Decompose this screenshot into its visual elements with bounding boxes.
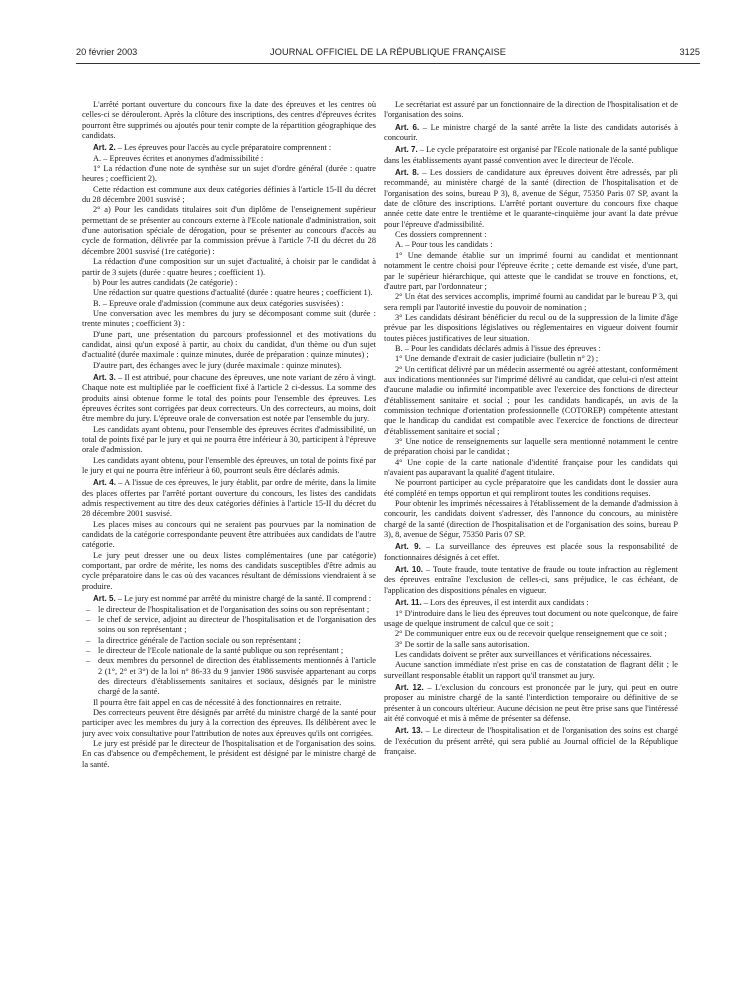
article-label: Art. 5.: [93, 594, 116, 604]
article-4: [82, 478, 376, 519]
article-7: [384, 145, 678, 166]
paragraph: 4° Une copie de la carte nationale d'identité française pour les candidats qui n'avaient pas auparavant la qualité d'agent titulaire.: [384, 457, 678, 478]
paragraph: 2° De communiquer entre eux ou de recevoir quelque renseignement que ce soit ;: [395, 629, 667, 639]
article-label: Art. 10.: [395, 565, 423, 575]
article-label: Art. 2.: [93, 143, 116, 153]
paragraph: Le jury peut dresser une ou deux listes complémentaires (une par catégorie) comportant, par ordre de mérite, les noms des candidats susceptibles d'être admis au cycle préparatoire dans le cas où des vacances résultant de démissions viendraient à se produire.: [82, 550, 376, 591]
paragraph: Les places mises au concours qui ne seraient pas pourvues par la nomination de candidats de la catégorie correspondante peuvent être attribuées aux candidats de l'autre catégorie.: [82, 519, 376, 550]
list-item: – le directeur de l'Ecole nationale de la santé publique ou son représentant ;: [86, 645, 344, 655]
list-item-text: deux membres du personnel de direction des établissements mentionnés à l'article 2 (1°, 2° et 3°) de la loi n° 86-33 du 9 janvier 1986 susvisée appartenant au corps des directeurs d'établissements sanitaires et sociaux, désignés par le ministre chargé de la santé.: [98, 656, 376, 697]
paragraph: 1° D'introduire dans le lieu des épreuves tout document ou note quelconque, de faire usage de quelque instrument de calcul que ce soit ;: [384, 608, 678, 628]
jury-members-list: [82, 605, 376, 698]
list-item: – deux membres du personnel de direction des établissements mentionnés à l'article 2 (1°, 2° et 3°) de la loi n° 86-33 du 9 janvier 1986 susvisée appartenant au corps des directeurs d'établissements sanitaires et sociaux, désignés par le ministre chargé de la santé.: [86, 656, 376, 697]
article-text: – Le ministre chargé de la santé arrête la liste des candidats autorisés à concourir.: [384, 122, 678, 143]
article-13: [384, 726, 678, 757]
paragraph: 2° Un état des services accomplis, imprimé fourni au candidat par le bureau P 3, qui sera rempli par l'autorité investie du pouvoir de nomination ;: [384, 292, 678, 312]
article-10: [384, 565, 678, 596]
header-date: 20 février 2003: [76, 47, 138, 57]
list-item: – le directeur de l'hospitalisation et de l'organisation des soins ou son représentant ;: [86, 604, 370, 614]
article-text: – Les épreuves pour l'accès au cycle préparatoire comprennent :: [115, 143, 332, 153]
paragraph: 2° a) Pour les candidats titulaires soit d'un diplôme de l'enseignement supérieur permettant de se présenter au concours externe à l'Ecole nationale d'administration, soit d'une autorisation spéciale de dérogation, pour se présenter au concours d'accès au cycle de formation, délivrée par la commission prévue à l'article 7-II du décret du 28 décembre 2001 susvisé (1re catégorie) :: [82, 205, 376, 256]
paragraph: Pour obtenir les imprimés nécessaires à l'établissement de la demande d'admission à concourir, les candidats doivent s'adresser, dès l'annonce du concours, au ministère chargé de la santé (direction de l'hospitalisation et de l'organisation des soins, bureau P 3), 8, avenue de Ségur, 75350 Paris 07 SP.: [384, 499, 678, 540]
article-text: – Lors des épreuves, il est interdit aux candidats :: [421, 598, 589, 608]
article-text: – A l'issue de ces épreuves, le jury établit, par ordre de mérite, dans la limite des places offertes par l'arrêté portant ouverture du concours, les listes des candidats admis respectivement au titre des deux catégories définies à l'article 15-II du décret du 28 décembre 2001 susvisé.: [82, 478, 376, 519]
paragraph: A. – Epreuves écrites et anonymes d'admissibilité :: [93, 153, 264, 163]
list-item-text: le chef de service, adjoint au directeur de l'hospitalisation et de l'organisation des soins ou son représentant ;: [98, 614, 376, 635]
list-item: – la directrice générale de l'action sociale ou son représentant ;: [86, 635, 301, 645]
article-11: [384, 598, 678, 608]
page-number: 3125: [679, 47, 700, 57]
paragraph: b) Pour les autres candidats (2e catégorie) :: [93, 277, 238, 287]
article-label: Art. 9.: [395, 542, 421, 552]
article-text: – La surveillance des épreuves est placée sous la responsabilité de fonctionnaires désignés à cet effet.: [384, 542, 678, 562]
paragraph: 3° De sortir de la salle sans autorisation.: [395, 639, 530, 649]
journal-title: JOURNAL OFFICIEL DE LA RÉPUBLIQUE FRANÇAISE: [270, 47, 506, 57]
paragraph: B. – Epreuve orale d'admission (commune aux deux catégories susvisées) :: [93, 298, 344, 308]
paragraph: La rédaction d'une composition sur un sujet d'actualité, à choisir par le candidat à partir de 3 sujets (durée : quatre heures ; coefficient 1).: [82, 257, 376, 277]
article-9: [384, 542, 678, 563]
list-item-text: la directrice générale de l'action sociale ou son représentant ;: [98, 635, 301, 645]
list-item-text: le directeur de l'Ecole nationale de la santé publique ou son représentant ;: [98, 645, 344, 655]
paragraph: Les candidats ayant obtenu, pour l'ensemble des épreuves écrites d'admissibilité, un total de points fixé par le jury et qui ne pourra être inférieur à 30, participent à l'épreuve orale d'admission.: [82, 424, 376, 455]
paragraph: 1° La rédaction d'une note de synthèse sur un sujet d'ordre général (durée : quatre heures ; coefficient 2).: [82, 164, 376, 184]
article-text: – Toute fraude, toute tentative de fraude ou toute infraction au règlement des épreuves entraîne l'exclusion de celles-ci, sans préjudice, le cas échéant, de l'application des dispositions pénales en vigueur.: [384, 565, 678, 595]
paragraph: Ces dossiers comprennent :: [395, 230, 487, 240]
paragraph: Cette rédaction est commune aux deux catégories définies à l'article 15-II du décret du 28 décembre 2001 susvisé ;: [82, 184, 376, 205]
paragraph: D'une part, une présentation du parcours professionnel et des motivations du candidat, ainsi qu'un exposé à partir, au choix du candidat, d'un thème ou d'un sujet d'actualité (durée maximale : quinze minutes, durée de préparation : quinze minutes) ;: [82, 329, 376, 360]
article-label: Art. 13.: [395, 726, 423, 736]
paragraph: Le secrétariat est assuré par un fonctionnaire de la direction de l'hospitalisation et de l'organisation des soins.: [384, 100, 678, 120]
paragraph: Des correcteurs peuvent être désignés par arrêté du ministre chargé de la santé pour participer avec les membres du jury à la correction des épreuves. Ils délibèrent avec le jury avec voix consultative pour l'attribution de notes aux épreuves qu'ils ont corrigées.: [82, 707, 376, 738]
article-text: – Le jury est nommé par arrêté du ministre chargé de la santé. Il comprend :: [115, 594, 372, 604]
article-text: – Le cycle préparatoire est organisé par l'Ecole nationale de la santé publique dans les établissements ayant passé convention avec le directeur de l'école.: [384, 145, 678, 165]
paragraph: Le jury est présidé par le directeur de l'hospitalisation et de l'organisation des soins. En cas d'absence ou d'empêchement, le président est désigné par le ministre chargé de la santé.: [82, 738, 376, 769]
paragraph: 3° Une notice de renseignements sur laquelle sera mentionné notamment le centre de préparation choisi par le candidat ;: [384, 437, 678, 457]
paragraph: 1° Une demande d'extrait de casier judiciaire (bulletin n° 2) ;: [395, 354, 599, 364]
paragraph: Ne pourront participer au cycle préparatoire que les candidats dont le dossier aura été complété en temps opportun et qui rempliront toutes les conditions requises.: [384, 478, 678, 498]
paragraph: Une conversation avec les membres du jury se décomposant comme suit (durée : trente minutes ; coefficient 3) :: [82, 308, 376, 329]
page-header: [76, 47, 700, 61]
paragraph: 3° Les candidats désirant bénéficier du recul ou de la suppression de la limite d'âge prévue par les dispositions législatives ou réglementaires en vigueur doivent fournir toutes pièces justificatives de leur situation.: [384, 312, 678, 343]
paragraph: 2° Un certificat délivré par un médecin assermenté ou agréé attestant, conformément aux indications mentionnées sur l'imprimé délivré au candidat, que celui-ci n'est atteint d'aucune maladie ou infirmité incompatible avec l'exercice des fonctions de directeur d'établissement sanitaire et social ; pour les candidats handicapés, un avis de la commission technique d'orientation professionnelle (COTOREP) compétente attestant que le handicap du candidat est compatible avec l'exercice de fonctions de directeur d'établissement sanitaire et social ;: [384, 364, 678, 436]
paragraph: L'arrêté portant ouverture du concours fixe la date des épreuves et les centres où celles-ci se dérouleront. Après la clôture des inscriptions, des centres d'épreuves écrites pourront être supprimés ou ajoutés pour tenir compte de la répartition géographique des candidats.: [82, 100, 376, 141]
paragraph: Les candidats doivent se prêter aux surveillances et vérifications nécessaires.: [395, 649, 652, 659]
paragraph: 1° Une demande établie sur un imprimé fourni au candidat et mentionnant notamment le centre choisi pour l'épreuve écrite ; cette demande est visée, d'une part, par le supérieur hiérarchique, qui atteste que le candidat se trouve en fonctions, et, d'autre part, par l'ordonnateur ;: [384, 250, 678, 291]
article-3: [82, 373, 376, 425]
paragraph: Une rédaction sur quatre questions d'actualité (durée : quatre heures ; coefficient 1).: [93, 288, 373, 298]
list-item: – le chef de service, adjoint au directeur de l'hospitalisation et de l'organisation des soins ou son représentant ;: [86, 614, 376, 635]
article-2: [82, 143, 376, 153]
paragraph: B. – Pour les candidats déclarés admis à l'issue des épreuves :: [395, 343, 601, 353]
header-rule: [76, 63, 700, 64]
left-column: [82, 100, 376, 980]
list-item-text: le directeur de l'hospitalisation et de l'organisation des soins ou son représentant ;: [98, 604, 370, 614]
article-text: – Le directeur de l'hospitalisation et de l'organisation des soins est chargé de l'exécution du présent arrêté, qui sera publié au Journal officiel de la République française.: [384, 726, 678, 756]
paragraph: Il pourra être fait appel en cas de nécessité à des fonctionnaires en retraite.: [93, 697, 342, 707]
article-label: Art. 3.: [93, 372, 116, 382]
paragraph: D'autre part, des échanges avec le jury (durée maximale : quinze minutes).: [93, 360, 342, 370]
paragraph: Aucune sanction immédiate n'est prise en cas de constatation de flagrant délit ; le surveillant responsable établit un rapport qu'il transmet au jury.: [384, 660, 678, 680]
paragraph: A. – Pour tous les candidats :: [395, 240, 493, 250]
article-12: [384, 683, 678, 724]
article-label: Art. 8.: [395, 168, 419, 178]
article-text: – Il est attribué, pour chacune des épreuves, une note variant de zéro à vingt. Chaque note est multipliée par le coefficient fixé à l'article 2 ci-dessus. La somme des produits ainsi obtenue forme le total des points pour l'ensemble des épreuves. Les épreuves écrites sont corrigées par deux correcteurs. Un des correcteurs, au moins, doit être membre du jury. L'épreuve orale de conversation est notée par l'ensemble du jury.: [82, 372, 376, 424]
paragraph: Les candidats ayant obtenu, pour l'ensemble des épreuves, un total de points fixé par le jury et qui ne pourra être inférieur à 60, pourront seuls être déclarés admis.: [82, 455, 376, 476]
article-label: Art. 11.: [395, 598, 422, 608]
article-8: [384, 168, 678, 230]
right-column: [384, 100, 678, 980]
article-6: [384, 123, 678, 144]
article-text: – L'exclusion du concours est prononcée par le jury, qui peut en outre proposer au ministre chargé de la santé l'interdiction temporaire ou définitive de se présenter à un concours ultérieur. Aucune décision ne peut être prise sans que l'intéressé ait été convoqué et mis à même de présenter sa défense.: [384, 682, 678, 723]
article-label: Art. 7.: [395, 145, 418, 155]
article-label: Art. 12.: [395, 682, 424, 692]
article-5: [82, 594, 376, 604]
article-label: Art. 6.: [395, 122, 420, 132]
article-label: Art. 4.: [93, 478, 116, 488]
article-text: – Les dossiers de candidature aux épreuves doivent être adressés, par pli recommandé, au ministère chargé de la santé (direction de l'hospitalisation et de l'organisation des soins, bureau P 3), 8, avenue de Ségur, 75350 Paris 07 SP, avant la date de clôture des inscriptions. L'arrêté portant ouverture du concours fixe chaque année cette date entre le trentième et le quarante-cinquième jour avant la date prévue pour l'épreuve d'admissibilité.: [384, 168, 678, 229]
